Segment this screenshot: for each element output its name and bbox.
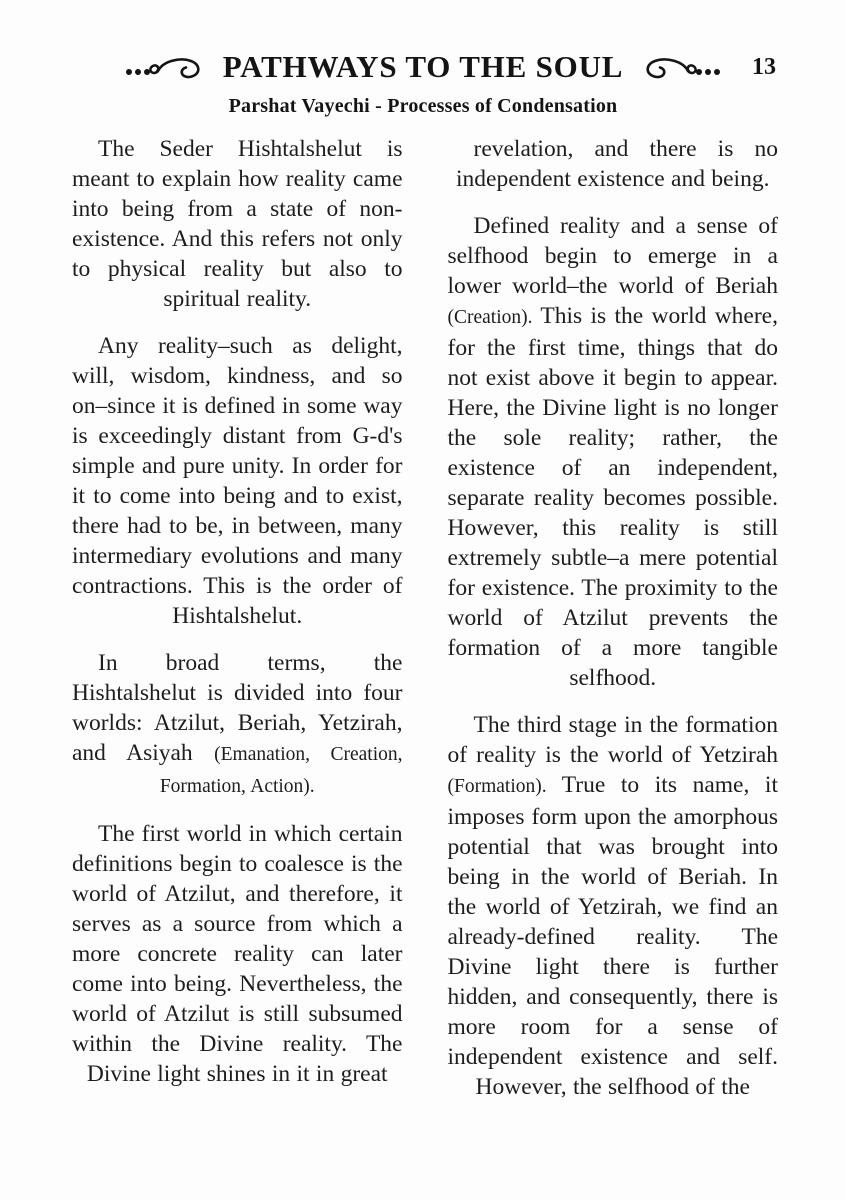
column-left: [72, 134, 403, 1119]
translation-parenthetical: (Formation).: [447, 776, 547, 797]
paragraph-text: The Seder Hishtalshelut is meant to explain how reality came into being from a state of non-existence. And this refers not only to physical reality but also to spiritual reality.: [72, 136, 403, 312]
paragraph: [448, 134, 779, 194]
page-number: 13: [752, 54, 776, 80]
page-title: PATHWAYS TO THE SOUL: [222, 49, 624, 84]
paragraph-text: The first world in which certain definitions begin to coalesce is the world of Atzilut, and therefore, it serves as a source from which a more concrete reality can later come into being. Nevertheless, the world of Atzilut is still subsumed within the Divine reality. The Divine light shines in it in great: [72, 821, 403, 1087]
translation-parenthetical: (Creation).: [447, 307, 533, 328]
page-header: [0, 0, 846, 118]
page-subtitle: Parshat Vayechi - Processes of Condensation: [228, 95, 618, 117]
translation-parenthetical: (Emanation, Creation, Formation, Action).: [159, 744, 403, 797]
body-columns: [0, 118, 846, 1119]
paragraph: [72, 648, 403, 802]
paragraph: [448, 211, 779, 693]
title-row: [0, 46, 846, 88]
paragraph: [72, 134, 403, 314]
flourish-right-icon: [635, 53, 723, 81]
paragraph-text: The third stage in the formation of reality is the world of Yetzirah: [447, 712, 778, 768]
paragraph: [448, 710, 779, 1102]
paragraph: [72, 331, 403, 631]
paragraph-text: Defined reality and a sense of selfhood begin to emerge in a lower world–the world of Beriah: [447, 213, 778, 299]
paragraph: [72, 819, 403, 1089]
paragraph-text: This is the world where, for the first time, things that do not exist above it begin to appear. Here, the Divine light is no longer the sole reality; rather, the existence of an independent, separate reality becomes possible. However, this reality is still extremely subtle–a mere potential for existence. The proximity to the world of Atzilut prevents the formation of a more tangible selfhood.: [447, 303, 778, 691]
column-right: [448, 134, 779, 1119]
paragraph-text: True to its name, it imposes form upon the amorphous potential that was brought into being in the world of Beriah. In the world of Yetzirah, we find an already-defined reality. The Divine light there is further hidden, and consequently, there is more room for a sense of independent existence and self. However, the selfhood of the: [447, 772, 778, 1100]
flourish-left-icon: [123, 53, 211, 81]
paragraph-text: Any reality–such as delight, will, wisdom, kindness, and so on–since it is defined in some way is exceedingly distant from G-d's simple and pure unity. In order for it to come into being and to exist, there had to be, in between, many intermediary evolutions and many contractions. This is the order of Hishtalshelut.: [72, 333, 403, 629]
paragraph-text: In broad terms, the Hishtalshelut is divided into four worlds: Atzilut, Beriah, Yetzirah, and Asiyah: [72, 650, 403, 766]
paragraph-text: revelation, and there is no independent existence and being.: [456, 136, 778, 192]
